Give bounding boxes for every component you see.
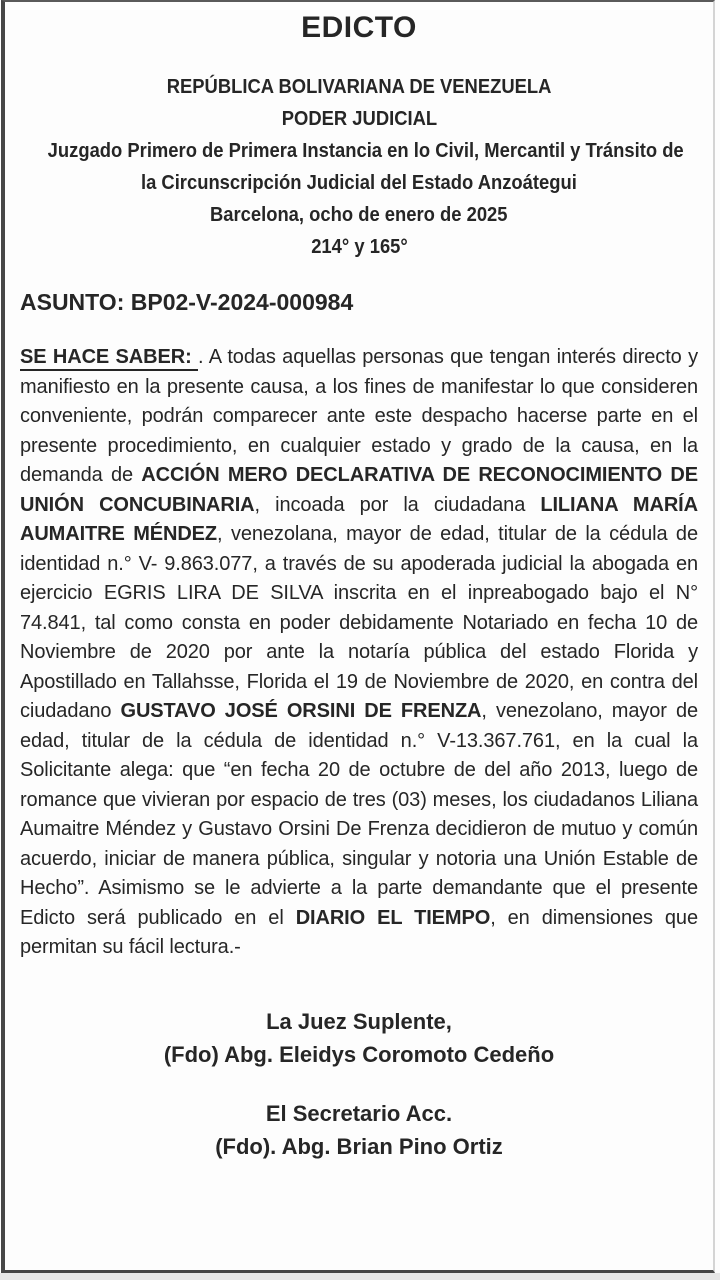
header-line-court-2: [20, 168, 698, 200]
header-line-republic: [20, 72, 698, 104]
body-segment: , venezolano, mayor de edad, titular de la cédula de identidad n.° V-13.367.761, en la cual la Solicitante alega: que “en fecha 20 de octubre de del año 2013, luego de romance que vivieran por espacio de tres (03) meses, los ciudadanos Liliana Aumaitre Méndez y Gustavo Orsini De Frenza decidieron de mutuo y común acuerdo, iniciar de manera pública, singular y notoria una Unión Estable de Hecho”. Asimismo se le advierte a la parte demandante que el presente Edicto será publicado en el: [20, 700, 698, 929]
body-segment: ACCIÓN MERO DECLARATIVA DE RECONOCIMIENTO DE UNIÓN CONCUBINARIA: [20, 464, 698, 516]
body-segment: DIARIO EL TIEMPO: [295, 906, 491, 929]
body-segment: . A todas aquellas personas que tengan interés directo y manifiesto en la presente causa, a los fines de manifestar lo que consideren conveniente, podrán comparecer ante este despacho hacerse parte en el presente procedimiento, en cualquier estado y grado de la causa, en la demanda de: [20, 346, 698, 486]
signature-name: (Fdo) Abg. Eleidys Coromoto Cedeño: [163, 1041, 555, 1067]
header-line-text: la Circunscripción Judicial del Estado Anzoátegui: [141, 172, 577, 194]
case-number: ASUNTO: BP02-V-2024-000984: [20, 289, 354, 315]
body-segment: GUSTAVO JOSÉ ORSINI DE FRENZA: [120, 700, 482, 722]
signature-role: La Juez Suplente,: [266, 1008, 452, 1034]
body-segment: SE HACE SABER:: [20, 346, 198, 371]
scan-bottom-strip: [0, 1273, 720, 1280]
signature-section: [20, 1005, 698, 1163]
signature-secretary: [20, 1097, 698, 1163]
body-segment: , incoada por la ciudadana: [254, 493, 541, 516]
header-line-text: PODER JUDICIAL: [281, 108, 437, 130]
edict-body: [20, 343, 698, 963]
signature-judge: [20, 1005, 698, 1071]
body-segment: , venezolana, mayor de edad, titular de la cédula de identidad n.° V- 9.863.077, a través de su apoderada judicial la abogada en ejercicio EGRIS LIRA DE SILVA inscrita en el inpreabogado bajo el N° 74.841, tal como consta en poder debidamente Notariado en fecha 10 de Noviembre de 2020 por ante la notaría pública del estado Florida y Apostillado en Tallahsse, Florida el 19 de Noviembre de 2020, en contra del ciudadano: [20, 523, 698, 722]
header-line-text: Barcelona, ocho de enero de 2025: [210, 204, 508, 226]
header-line-court-1: [20, 136, 698, 168]
document-content: [5, 2, 713, 1270]
document-title: EDICTO: [301, 11, 417, 44]
header-line-years: [20, 232, 698, 264]
header-line-text: REPÚBLICA BOLIVARIANA DE VENEZUELA: [166, 76, 552, 98]
court-header: [20, 72, 698, 264]
header-line-text: Juzgado Primero de Primera Instancia en lo Civil, Mercantil y Tránsito de: [47, 140, 684, 162]
header-line-text: 214° y 165°: [310, 236, 408, 258]
body-segment: LILIANA MARÍA AUMAITRE MÉNDEZ: [20, 493, 698, 545]
header-line-poder-judicial: [20, 104, 698, 136]
header-line-city-date: [20, 200, 698, 232]
signature-role: El Secretario Acc.: [265, 1100, 453, 1126]
signature-name: (Fdo). Abg. Brian Pino Ortiz: [215, 1133, 503, 1159]
body-segment: , en dimensiones que permitan su fácil lectura.-: [20, 906, 698, 958]
